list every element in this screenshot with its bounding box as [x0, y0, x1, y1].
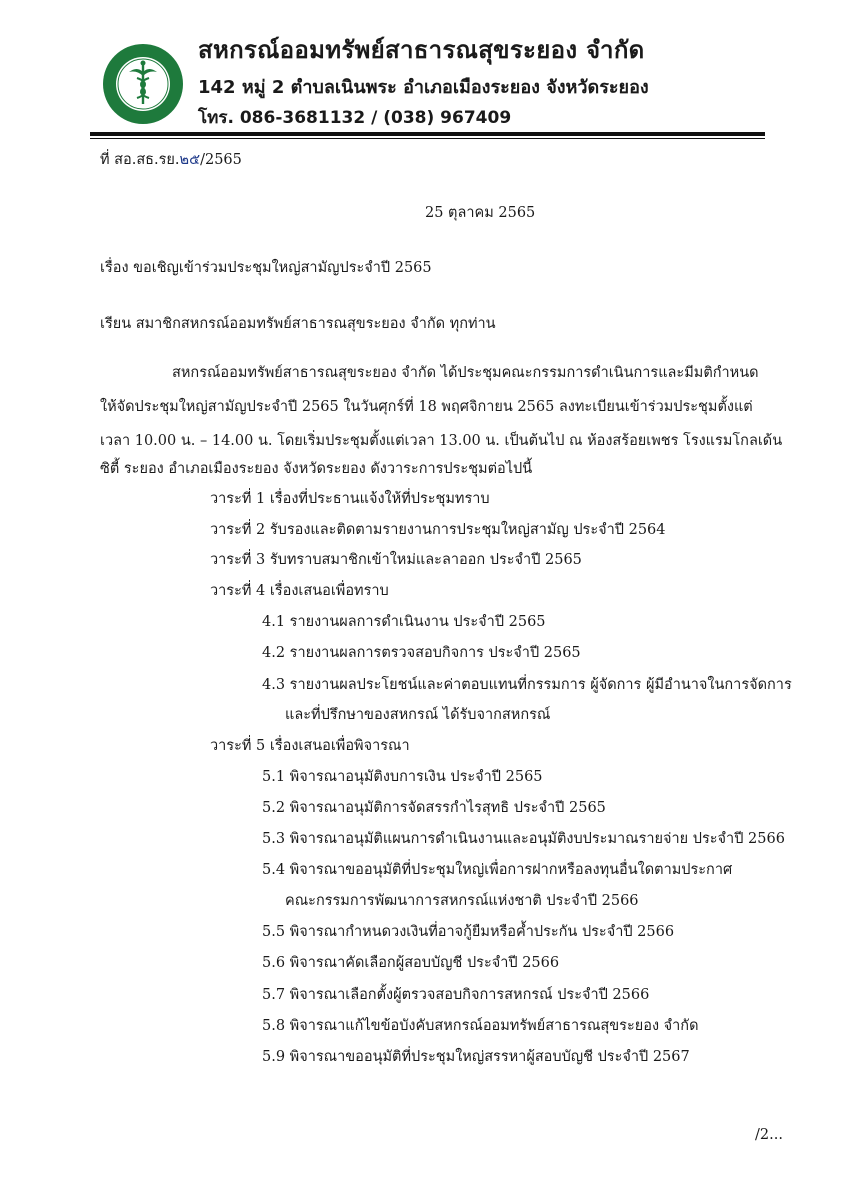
agenda-subitem: 5.2 พิจารณาอนุมัติการจัดสรรกำไรสุทธิ ประจำปี 2565	[262, 800, 606, 816]
agenda-subitem: 5.6 พิจารณาคัดเลือกผู้สอบบัญชี ประจำปี 2566	[262, 955, 560, 971]
reference-number	[100, 150, 242, 170]
body-line: เวลา 10.00 น. – 14.00 น. โดยเริ่มประชุมตั้งแต่เวลา 13.00 น. เป็นต้นไป ณ ห้องสร้อยเพชร โรงแรมโกลเด้น	[100, 433, 783, 449]
reference-handwritten-number: ๒๕	[179, 152, 201, 168]
agenda-subitem-continued: และที่ปรึกษาของสหกรณ์ ได้รับจากสหกรณ์	[285, 707, 551, 723]
reference-year: /2565	[200, 152, 242, 168]
letter-subject: เรื่อง ขอเชิญเข้าร่วมประชุมใหญ่สามัญประจำปี 2565	[100, 260, 432, 276]
agenda-subitem: 5.3 พิจารณาอนุมัติแผนการดำเนินงานและอนุมัติงบประมาณรายจ่าย ประจำปี 2566	[262, 831, 785, 847]
agenda-subitem: 5.7 พิจารณาเลือกตั้งผู้ตรวจสอบกิจการสหกรณ์ ประจำปี 2566	[262, 987, 650, 1003]
body-line: ซิตี้ ระยอง อำเภอเมืองระยอง จังหวัดระยอง ดังวาระการประชุมต่อไปนี้	[100, 461, 533, 477]
agenda-subitem: 5.9 พิจารณาขออนุมัติที่ประชุมใหญ่สรรหาผู้สอบบัญชี ประจำปี 2567	[262, 1049, 690, 1065]
header-divider	[90, 132, 765, 136]
caduceus-seal-icon	[101, 42, 185, 126]
agenda-subitem: 5.1 พิจารณาอนุมัติงบการเงิน ประจำปี 2565	[262, 769, 543, 785]
agenda-item: วาระที่ 1 เรื่องที่ประธานแจ้งให้ที่ประชุมทราบ	[210, 491, 490, 507]
agenda-subitem: 5.4 พิจารณาขออนุมัติที่ประชุมใหญ่เพื่อการฝากหรือลงทุนอื่นใดตามประกาศ	[262, 862, 733, 878]
org-address: 142 หมู่ 2 ตำบลเนินพระ อำเภอเมืองระยอง จังหวัดระยอง	[198, 77, 649, 98]
header-divider-thin	[90, 138, 765, 139]
agenda-item: วาระที่ 5 เรื่องเสนอเพื่อพิจารณา	[210, 738, 410, 754]
reference-prefix: ที่ สอ.สธ.รย.	[100, 152, 180, 168]
body-line: สหกรณ์ออมทรัพย์สาธารณสุขระยอง จำกัด ได้ประชุมคณะกรรมการดำเนินการและมีมติกำหนด	[172, 365, 759, 381]
agenda-item: วาระที่ 4 เรื่องเสนอเพื่อทราบ	[210, 583, 389, 599]
agenda-subitem: 4.3 รายงานผลประโยชน์และค่าตอบแทนที่กรรมการ ผู้จัดการ ผู้มีอำนาจในการจัดการ	[262, 677, 792, 693]
org-phone: โทร. 086-3681132 / (038) 967409	[198, 108, 512, 128]
letter-date: 25 ตุลาคม 2565	[425, 205, 536, 221]
agenda-subitem-continued: คณะกรรมการพัฒนาการสหกรณ์แห่งชาติ ประจำปี 2566	[285, 893, 639, 909]
agenda-subitem: 4.2 รายงานผลการตรวจสอบกิจการ ประจำปี 2565	[262, 645, 581, 661]
agenda-subitem: 5.8 พิจารณาแก้ไขข้อบังคับสหกรณ์ออมทรัพย์สาธารณสุขระยอง จำกัด	[262, 1018, 699, 1034]
agenda-subitem: 5.5 พิจารณากำหนดวงเงินที่อาจกู้ยืมหรือค้ำประกัน ประจำปี 2566	[262, 924, 675, 940]
page-continuation: /2...	[755, 1127, 783, 1143]
org-name: สหกรณ์ออมทรัพย์สาธารณสุขระยอง จำกัด	[198, 36, 645, 64]
agenda-subitem: 4.1 รายงานผลการดำเนินงาน ประจำปี 2565	[262, 614, 546, 630]
body-line: ให้จัดประชุมใหญ่สามัญประจำปี 2565 ในวันศุกร์ที่ 18 พฤศจิกายน 2565 ลงทะเบียนเข้าร่วมประชุมตั้งแต่	[100, 399, 753, 415]
letter-recipient: เรียน สมาชิกสหกรณ์ออมทรัพย์สาธารณสุขระยอง จำกัด ทุกท่าน	[100, 316, 496, 332]
agenda-item: วาระที่ 2 รับรองและติดตามรายงานการประชุมใหญ่สามัญ ประจำปี 2564	[210, 522, 666, 538]
agenda-item: วาระที่ 3 รับทราบสมาชิกเข้าใหม่และลาออก ประจำปี 2565	[210, 552, 582, 568]
